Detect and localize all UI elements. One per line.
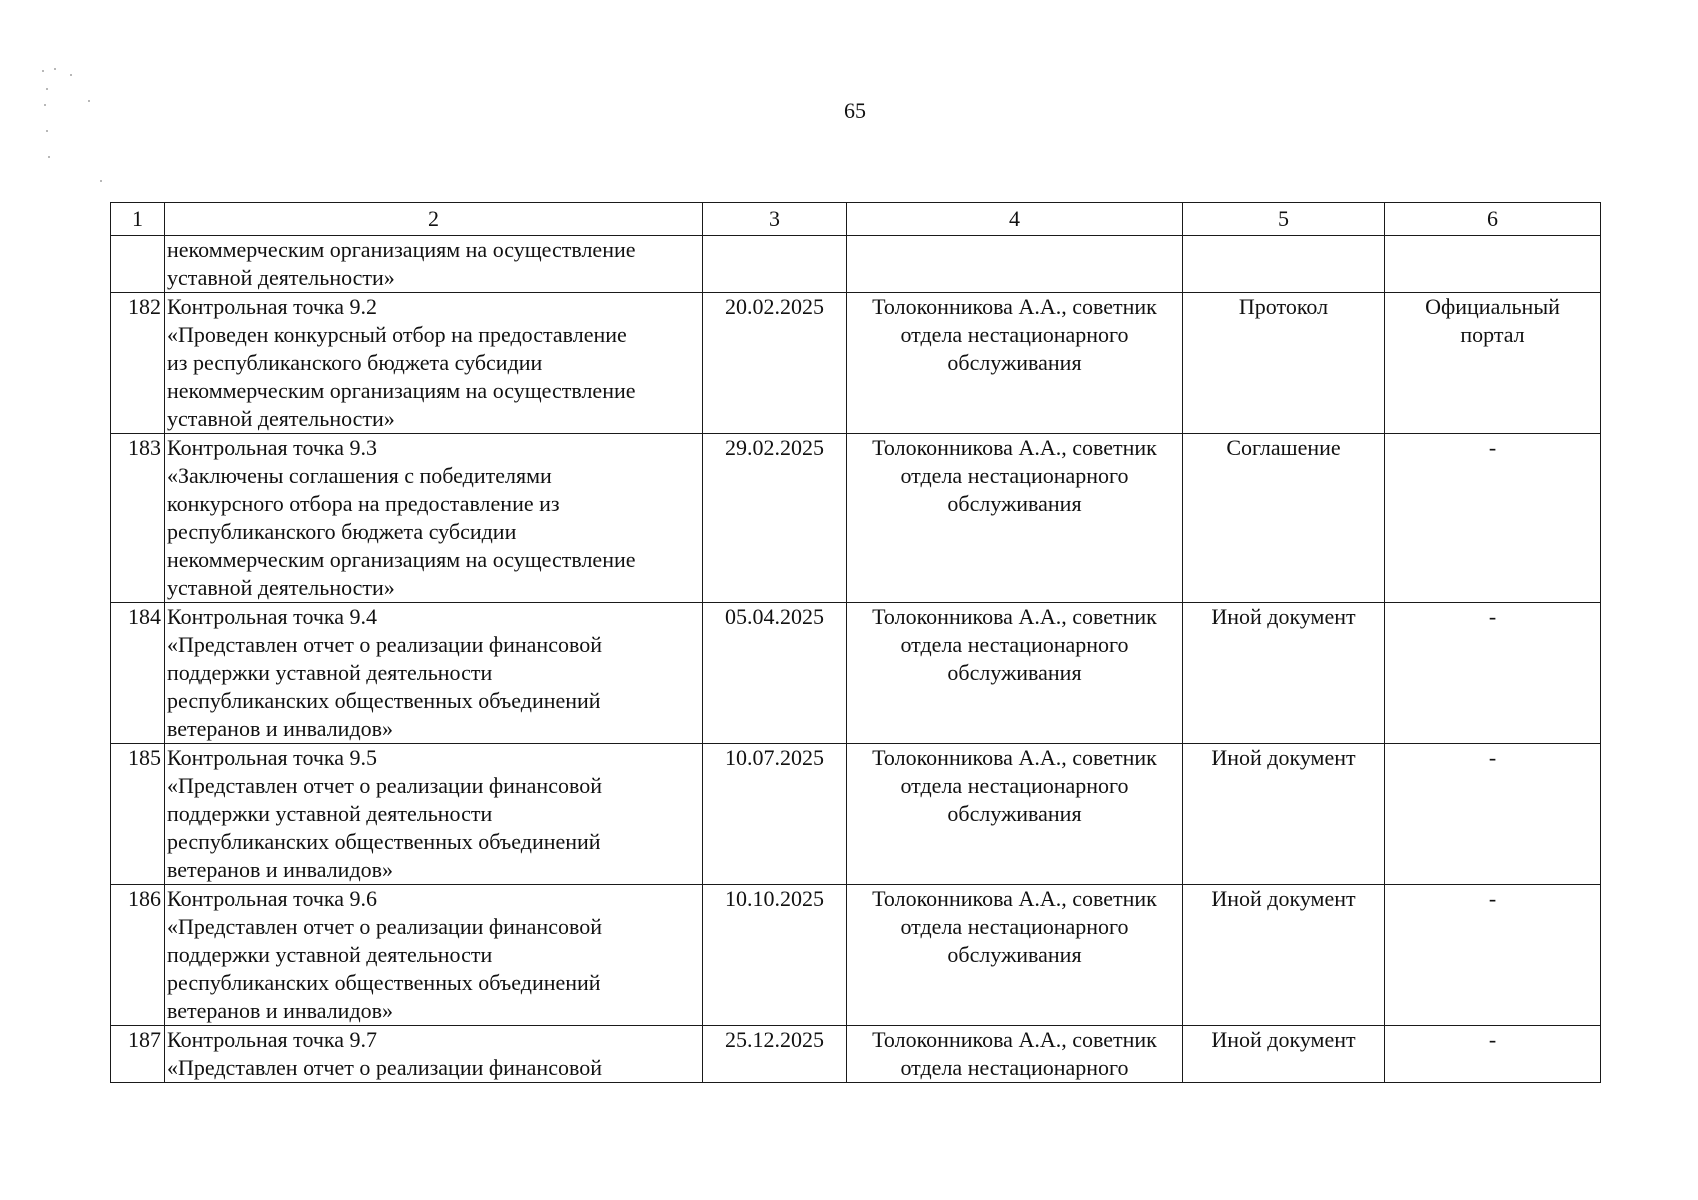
- responsible-person: [847, 434, 1183, 603]
- information-source-line: Официальный: [1425, 294, 1560, 319]
- control-point-description: [165, 236, 703, 293]
- row-number: 182: [111, 293, 165, 434]
- control-point-description: [165, 885, 703, 1026]
- responsible-person-line: отдела нестационарного: [900, 1055, 1129, 1080]
- control-point-description-line: «Представлен отчет о реализации финансовой: [167, 773, 602, 798]
- responsible-person: [847, 1026, 1183, 1083]
- responsible-person-line: обслуживания: [947, 491, 1082, 516]
- information-source-line: -: [1488, 604, 1497, 629]
- information-source: [1385, 293, 1601, 434]
- control-point-description-line: республиканского бюджета субсидии: [167, 519, 517, 544]
- responsible-person-line: Толоконникова А.А., советник: [872, 1027, 1157, 1052]
- header-col-1: 1: [111, 203, 165, 236]
- responsible-person-line: обслуживания: [947, 350, 1082, 375]
- control-point-description-line: ветеранов и инвалидов»: [167, 716, 394, 741]
- control-point-description-line: «Представлен отчет о реализации финансовой: [167, 1055, 602, 1080]
- control-point-description-line: Контрольная точка 9.5: [167, 745, 378, 770]
- responsible-person-line: отдела нестационарного: [900, 773, 1129, 798]
- row-number: 187: [111, 1026, 165, 1083]
- responsible-person-line: обслуживания: [947, 942, 1082, 967]
- control-point-description: [165, 434, 703, 603]
- responsible-person-line: обслуживания: [947, 660, 1082, 685]
- header-col-6: 6: [1385, 203, 1601, 236]
- table-row: [111, 1026, 1601, 1083]
- table-row: [111, 434, 1601, 603]
- due-date: 29.02.2025: [703, 434, 847, 603]
- document-type: Протокол: [1183, 293, 1385, 434]
- control-points-table: [110, 202, 1601, 1083]
- table-row: [111, 744, 1601, 885]
- responsible-person-line: отдела нестационарного: [900, 632, 1129, 657]
- document-type: Иной документ: [1183, 603, 1385, 744]
- responsible-person-line: отдела нестационарного: [900, 322, 1129, 347]
- header-col-4: 4: [847, 203, 1183, 236]
- information-source: [1385, 603, 1601, 744]
- information-source: [1385, 236, 1601, 293]
- control-point-description-line: «Заключены соглашения с победителями: [167, 463, 552, 488]
- table-body: [111, 236, 1601, 1083]
- control-point-description-line: Контрольная точка 9.7: [167, 1027, 378, 1052]
- responsible-person-line: Толоконникова А.А., советник: [872, 604, 1157, 629]
- table-row: [111, 236, 1601, 293]
- control-point-description-line: республиканских общественных объединений: [167, 829, 601, 854]
- responsible-person: [847, 885, 1183, 1026]
- control-point-description-line: из республиканского бюджета субсидии: [167, 350, 543, 375]
- control-point-description-line: республиканских общественных объединений: [167, 970, 601, 995]
- control-point-description-line: Контрольная точка 9.6: [167, 886, 378, 911]
- responsible-person-line: Толоконникова А.А., советник: [872, 435, 1157, 460]
- information-source-line: -: [1488, 1027, 1497, 1052]
- control-point-description-line: республиканских общественных объединений: [167, 688, 601, 713]
- control-point-description-line: ветеранов и инвалидов»: [167, 998, 394, 1023]
- header-row: [111, 203, 1601, 236]
- information-source: [1385, 744, 1601, 885]
- row-number: 183: [111, 434, 165, 603]
- responsible-person-line: Толоконникова А.А., советник: [872, 745, 1157, 770]
- responsible-person: [847, 236, 1183, 293]
- due-date: [703, 236, 847, 293]
- responsible-person-line: обслуживания: [947, 801, 1082, 826]
- table-row: [111, 603, 1601, 744]
- control-point-description-line: «Проведен конкурсный отбор на предоставление: [167, 322, 627, 347]
- due-date: 10.10.2025: [703, 885, 847, 1026]
- control-point-description: [165, 1026, 703, 1083]
- information-source: [1385, 1026, 1601, 1083]
- control-point-description-line: «Представлен отчет о реализации финансовой: [167, 914, 602, 939]
- control-point-description-line: Контрольная точка 9.3: [167, 435, 378, 460]
- information-source: [1385, 885, 1601, 1026]
- control-point-description-line: некоммерческим организациям на осуществление: [167, 237, 636, 262]
- table-row: [111, 293, 1601, 434]
- control-point-description-line: Контрольная точка 9.2: [167, 294, 378, 319]
- responsible-person: [847, 603, 1183, 744]
- responsible-person-line: отдела нестационарного: [900, 463, 1129, 488]
- document-type: Иной документ: [1183, 885, 1385, 1026]
- information-source-line: -: [1488, 435, 1497, 460]
- control-point-description: [165, 603, 703, 744]
- control-point-description-line: поддержки уставной деятельности: [167, 801, 493, 826]
- page-number: 65: [844, 98, 866, 123]
- control-point-description-line: поддержки уставной деятельности: [167, 660, 493, 685]
- control-point-description: [165, 744, 703, 885]
- control-point-description-line: ветеранов и инвалидов»: [167, 857, 394, 882]
- document-type: [1183, 236, 1385, 293]
- header-col-2: 2: [165, 203, 703, 236]
- table-header: [111, 203, 1601, 236]
- control-point-description-line: Контрольная точка 9.4: [167, 604, 378, 629]
- row-number: 186: [111, 885, 165, 1026]
- due-date: 20.02.2025: [703, 293, 847, 434]
- control-point-description-line: уставной деятельности»: [167, 575, 395, 600]
- scan-edge-marks: [40, 60, 120, 190]
- information-source: [1385, 434, 1601, 603]
- information-source-line: портал: [1460, 322, 1525, 347]
- control-point-description-line: поддержки уставной деятельности: [167, 942, 493, 967]
- control-point-description: [165, 293, 703, 434]
- responsible-person-line: Толоконникова А.А., советник: [872, 886, 1157, 911]
- document-type: Иной документ: [1183, 1026, 1385, 1083]
- row-number: [111, 236, 165, 293]
- header-col-5: 5: [1183, 203, 1385, 236]
- control-point-description-line: некоммерческим организациям на осуществление: [167, 547, 636, 572]
- responsible-person: [847, 744, 1183, 885]
- responsible-person-line: Толоконникова А.А., советник: [872, 294, 1157, 319]
- control-point-description-line: конкурсного отбора на предоставление из: [167, 491, 560, 516]
- due-date: 10.07.2025: [703, 744, 847, 885]
- information-source-line: -: [1488, 886, 1497, 911]
- due-date: 05.04.2025: [703, 603, 847, 744]
- information-source-line: -: [1488, 745, 1497, 770]
- header-col-3: 3: [703, 203, 847, 236]
- row-number: 184: [111, 603, 165, 744]
- due-date: 25.12.2025: [703, 1026, 847, 1083]
- table-row: [111, 885, 1601, 1026]
- document-type: Соглашение: [1183, 434, 1385, 603]
- responsible-person-line: отдела нестационарного: [900, 914, 1129, 939]
- row-number: 185: [111, 744, 165, 885]
- control-point-description-line: «Представлен отчет о реализации финансовой: [167, 632, 602, 657]
- document-type: Иной документ: [1183, 744, 1385, 885]
- control-point-description-line: уставной деятельности»: [167, 265, 395, 290]
- control-point-description-line: некоммерческим организациям на осуществление: [167, 378, 636, 403]
- control-point-description-line: уставной деятельности»: [167, 406, 395, 431]
- responsible-person: [847, 293, 1183, 434]
